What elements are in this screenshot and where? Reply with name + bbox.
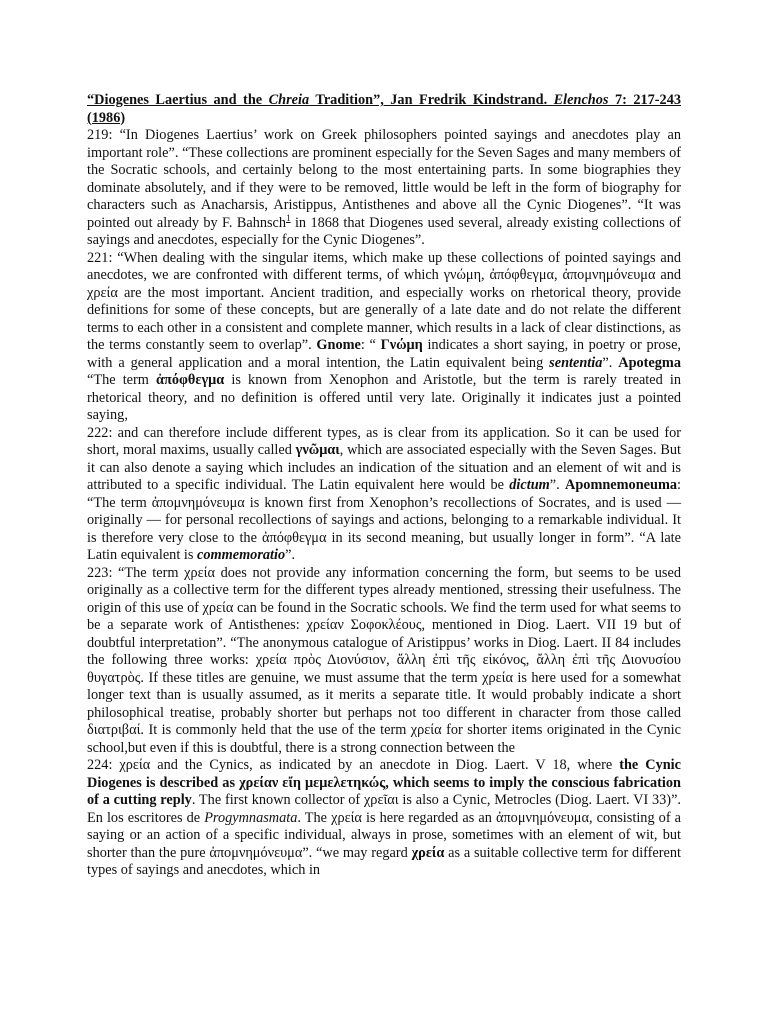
text-run: 222: and can therefore include different types, as is clear from its application. So it can be used for short, moral maxims, usually called [87, 424, 681, 458]
document-body [87, 92, 681, 880]
paragraph-223: 223: “The term χρεία does not provide any information concerning the form, but seems to be used originally as a collective term for the different types already mentioned, stressing their usefulness. The origin of this use of χρεία can be found in the Socratic schools. We find the term used for what seems to be a separate work of Antisthenes: χρείαν Σοφοκλέους, mentioned in Diog. Laert. VII 19 but of doubtful interpretation”. “The anonymous catalogue of Aristippus’ works in Diog. Laert. II 84 includes the following three works: χρεία πρὸς Διονύσιον, ἄλλη ἐπὶ τῆς εἰκόνος, ἄλλη ἐπὶ τῆς Διονυσίου θυγατρὸς. If these titles are genuine, we must assume that the term χρεία is here used for a somewhat longer text than is usually assumed, as it merits a separate title. It would probably indicate a short philosophical treatise, probably shorter but perhaps not too different in character from those called διατριβαί. It is commonly held that the use of the term χρεία for shorter items originated in the Cynic school,but even if this is doubtful, there is a strong connection between the [87, 564, 682, 756]
title-italic-elenchos: Elenchos [553, 92, 609, 108]
text-run: ”. [549, 477, 566, 493]
term-commemoratio: commemoratio [196, 547, 286, 563]
term-gnome: Gnome [316, 337, 361, 353]
text-run: “The term [87, 372, 157, 388]
paragraph-222 [87, 425, 681, 565]
text-run: 221: “When dealing with the singular items, which make up these collections of pointed sayings and anecdotes, we are confronted with different terms, of which γνώμη, ἀπόφθεγμα, ἀπομνημόνευμα and χρεία are the most important. Ancient tradition, and especially works on rhetorical theory, provide definitions for some of these concepts, but are generally of a late date and do not relate the different terms to each other in a consistent and complete manner, which results in a lack of clear distinctions, as the terms constantly seem to overlap”. [87, 249, 681, 353]
footnote-link[interactable]: 1 [286, 212, 291, 223]
term-dictum: dictum [509, 477, 550, 493]
term-apophthegma-greek: ἀπόφθεγμα [156, 372, 225, 388]
text-run: . The χρεία is here regarded as an ἀπομνημόνευμα, consisting of a saying or an action of a specific individual, always in prose, sometimes with an element of wit, but shorter than the pure ἀπομνημόνευμα”. “we may regard [87, 809, 682, 861]
paragraph-219 [87, 127, 681, 250]
term-sententia: sententia [549, 354, 603, 371]
term-chreia: χρεία [411, 844, 445, 861]
term-apomnemoneuma: Apomnemoneuma [565, 477, 678, 493]
paragraph-221 [87, 250, 681, 425]
text-run: . The first known collector of χρεῖαι is also a Cynic, Metrocles (Diog. Laert. VI 33)”. En los escritores de [87, 792, 681, 826]
title-text: “Diogenes Laertius and the [87, 92, 269, 108]
title-italic-chreia: Chreia [268, 92, 310, 108]
title-text: 7: 217-243 (1986) [87, 92, 681, 126]
term-gnome-greek: Γνώμη [380, 337, 423, 353]
text-run: , which are associated especially with the Seven Sages. But it can also denote a saying which includes an indication of the situation and an element of wit and is attributed to a specific individual. The Latin equivalent here would be [87, 442, 681, 493]
text-run: : “The term ἀπομνημόνευμα is known first from Xenophon’s recollections of Socrates, and is used — originally — for personal recollections of sayings and actions, belonging to a remarkable individual. It is therefore very close to the ἀπόφθεγμα in its second meaning, but usually longer in form”. “A late Latin equivalent is [87, 477, 681, 563]
text-run: is known from Xenophon and Aristotle, but the term is rarely treated in rhetorical theory, and no definition is offered until very late. Originally it indicates just a pointed saying, [87, 372, 682, 423]
text-run: as a suitable collective term for different types of sayings and anecdotes, which in [87, 844, 681, 878]
text-run: ”. [602, 354, 619, 371]
text-run: ”. [285, 547, 296, 563]
paragraph-224 [87, 757, 681, 880]
text-run: in 1868 that Diogenes used several, already existing collections of sayings and anecdotes, especially for the Cynic Diogenes”. [87, 214, 681, 248]
text-run: 219: “In Diogenes Laertius’ work on Greek philosophers pointed sayings and anecdotes play an important role”. “These collections are prominent especially for the Seven Sages and many members of the Socratic schools, and certainly belong to the most entertaining parts. In some biographies they dominate absolutely, and if they were to be removed, little would be left in the form of biography for characters such as Anacharsis, Aristippus, Antisthenes and above all the Cynic Diogenes”. “It was pointed out already by F. Bahnsch [87, 127, 681, 231]
term-gnomai: γνῶμαι [295, 442, 340, 458]
document-title [87, 92, 681, 127]
bold-passage: the Cynic Diogenes is described as χρείαν εἴη μεμελετηκώς, which seems to imply the conscious fabrication of a cutting reply [87, 757, 681, 808]
term-apotegma: Apotegma [618, 354, 681, 371]
title-text: Tradition”, Jan Fredrik Kindstrand. [309, 92, 554, 108]
text-run: 224: χρεία and the Cynics, as indicated by an anecdote in Diog. Laert. V 18, where [87, 757, 620, 773]
text-run: : “ [360, 337, 381, 353]
text-run: indicates a short saying, in poetry or prose, with a general application and a moral intention, the Latin equivalent being [87, 337, 682, 371]
term-progymnasmata: Progymnasmata [204, 809, 298, 826]
